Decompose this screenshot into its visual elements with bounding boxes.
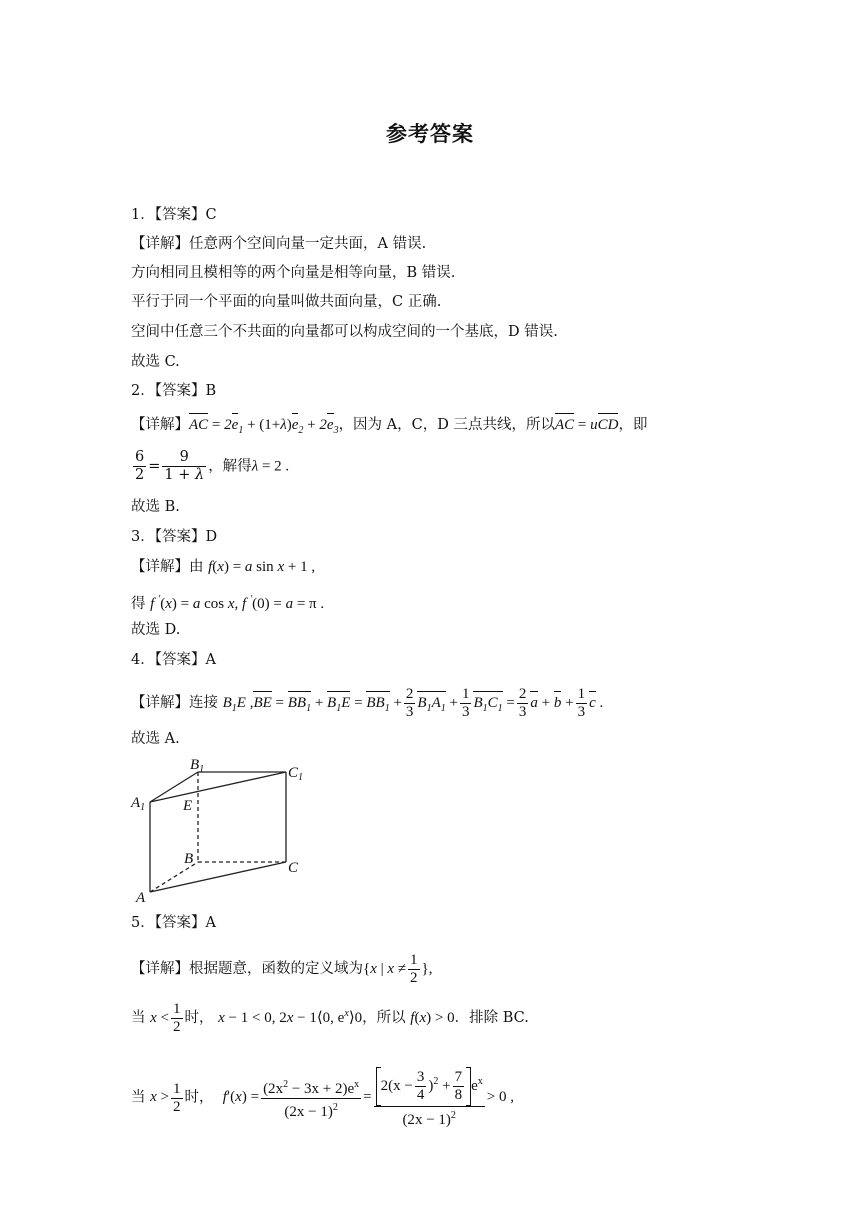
answer-5-case-1-result: f(x) > 0 bbox=[410, 1009, 455, 1026]
fraction-6-over-2: $\frac{6}{2}$ bbox=[135, 449, 145, 483]
answer-5-case-1-inequalities: x − 1 < 0, 2x − 1⟨0, $e^x⟩0$ bbox=[218, 1007, 363, 1026]
answer-5-case-2-prefix: 当 bbox=[131, 1089, 146, 1106]
answer-1-line-1: 【详解】任意两个空间向量一定共面，A 错误. bbox=[131, 236, 427, 252]
label-e: E bbox=[183, 798, 193, 814]
answer-2-prefix: 【详解】 bbox=[131, 417, 189, 433]
answer-3-line-1 bbox=[131, 557, 315, 577]
answer-1-line-3: 平行于同一个平面的向量叫做共面向量，C 正确. bbox=[131, 294, 442, 310]
answer-1-heading: 1．【答案】C bbox=[131, 207, 217, 223]
answer-5-derivative-formula: f′(x) = $\frac{(2x^2 - 3x + 2)e^x}{(2x - 1)^2}$ = 2(x − $\frac{3}{4}$ )$^2$ + $\frac{7}{8}$ $e^x$ $(2x - 1)^2$ > 0 , bbox=[222, 1069, 514, 1128]
answer-2-collinear-equation: AC = uCD bbox=[554, 417, 619, 433]
label-a: A bbox=[136, 890, 146, 905]
answer-2-solve: $\frac{6}{2}$ = $\frac{9}{1 + \lambda}$ ，解得λ = 2 . bbox=[135, 449, 290, 483]
answer-4-heading: 4．【答案】A bbox=[131, 652, 216, 668]
answer-1-line-4: 空间中任意三个不共面的向量都可以构成空间的一个基底，D 错误. bbox=[131, 324, 558, 340]
answer-5-case-1-condition: x < $\frac{1}{2}$ bbox=[150, 1001, 181, 1035]
answer-3-line-2 bbox=[131, 590, 324, 614]
answer-3-line-2-prefix: 得 bbox=[131, 596, 146, 612]
label-b: B bbox=[184, 851, 194, 867]
answer-3-conclusion: 故选 D. bbox=[131, 622, 181, 638]
answer-4-detail bbox=[131, 686, 603, 721]
answer-5-case-1-prefix: 当 bbox=[131, 1009, 146, 1026]
fraction-9-over-1-plus-lambda: $\frac{9}{1 + \lambda}$ bbox=[164, 449, 205, 483]
answer-5-case-1-when: 时， bbox=[184, 1009, 214, 1026]
answer-5-case-2 bbox=[131, 1067, 514, 1129]
answer-1-conclusion: 故选 C. bbox=[131, 354, 180, 370]
answer-4-vector-equation: $B_1E$ $,BE = BB_1 + B_1E = BB_1$ + $\frac{2}{3}$ $B_1A_1$ + $\frac{1}{3}$ $B_1C_1$ = $\frac{2}{3}$ a + b + $\frac{1}{3}$ c . bbox=[222, 686, 604, 720]
answer-5-heading: 5．【答案】A bbox=[131, 915, 216, 931]
answer-5-line-1-prefix: 【详解】根据题意，函数的定义域为 bbox=[131, 960, 363, 977]
answer-5-domain bbox=[131, 952, 433, 987]
answer-2-detail bbox=[131, 415, 647, 441]
answer-3-line-1-prefix: 【详解】由 bbox=[131, 559, 204, 575]
answer-5-case-1-so: ，所以 bbox=[362, 1009, 406, 1026]
answer-3-derivative: f ′(x) = a cos x, f ′(0) = a = π . bbox=[150, 594, 325, 612]
page-title: 参考答案 bbox=[386, 122, 474, 146]
answer-5-case-1 bbox=[131, 1001, 529, 1036]
answer-2-text-end: ，即 bbox=[618, 417, 648, 433]
answer-5-case-2-condition: x > $\frac{1}{2}$ bbox=[150, 1080, 181, 1115]
label-c1: $C_1$ bbox=[288, 765, 304, 783]
answer-2-heading: 2．【答案】B bbox=[131, 383, 217, 399]
answer-1-line-2: 方向相同且模相等的两个向量是相等向量，B 错误. bbox=[131, 265, 456, 281]
answer-4-prefix: 【详解】连接 bbox=[131, 694, 218, 711]
answer-3-heading: 3．【答案】D bbox=[131, 529, 218, 545]
label-b1: $B_1$ bbox=[190, 757, 205, 775]
answer-5-case-1-end: ．排除 BC. bbox=[454, 1009, 529, 1026]
answer-5-domain-set: {x | x ≠ $\frac{1}{2}$ }, bbox=[363, 952, 433, 986]
answer-2-result: λ = 2 . bbox=[251, 458, 290, 475]
prism-figure bbox=[128, 755, 318, 905]
answer-2-solve-text: ，解得 bbox=[208, 458, 252, 475]
answer-2-text-mid: ，因为 A，C，D 三点共线，所以 bbox=[338, 417, 555, 433]
answer-3-function: f(x) = a sin x + 1 , bbox=[208, 559, 316, 575]
answer-2-vector-equation: AC = $2e_1 + (1+\lambda)e_2 + 2e_3$ bbox=[189, 417, 339, 436]
answer-5-case-2-when: 时， bbox=[184, 1089, 214, 1106]
answer-2-conclusion: 故选 B. bbox=[131, 499, 180, 515]
label-c: C bbox=[288, 860, 299, 876]
answer-4-conclusion: 故选 A. bbox=[131, 731, 180, 747]
label-a1: $A_1$ bbox=[131, 795, 146, 813]
